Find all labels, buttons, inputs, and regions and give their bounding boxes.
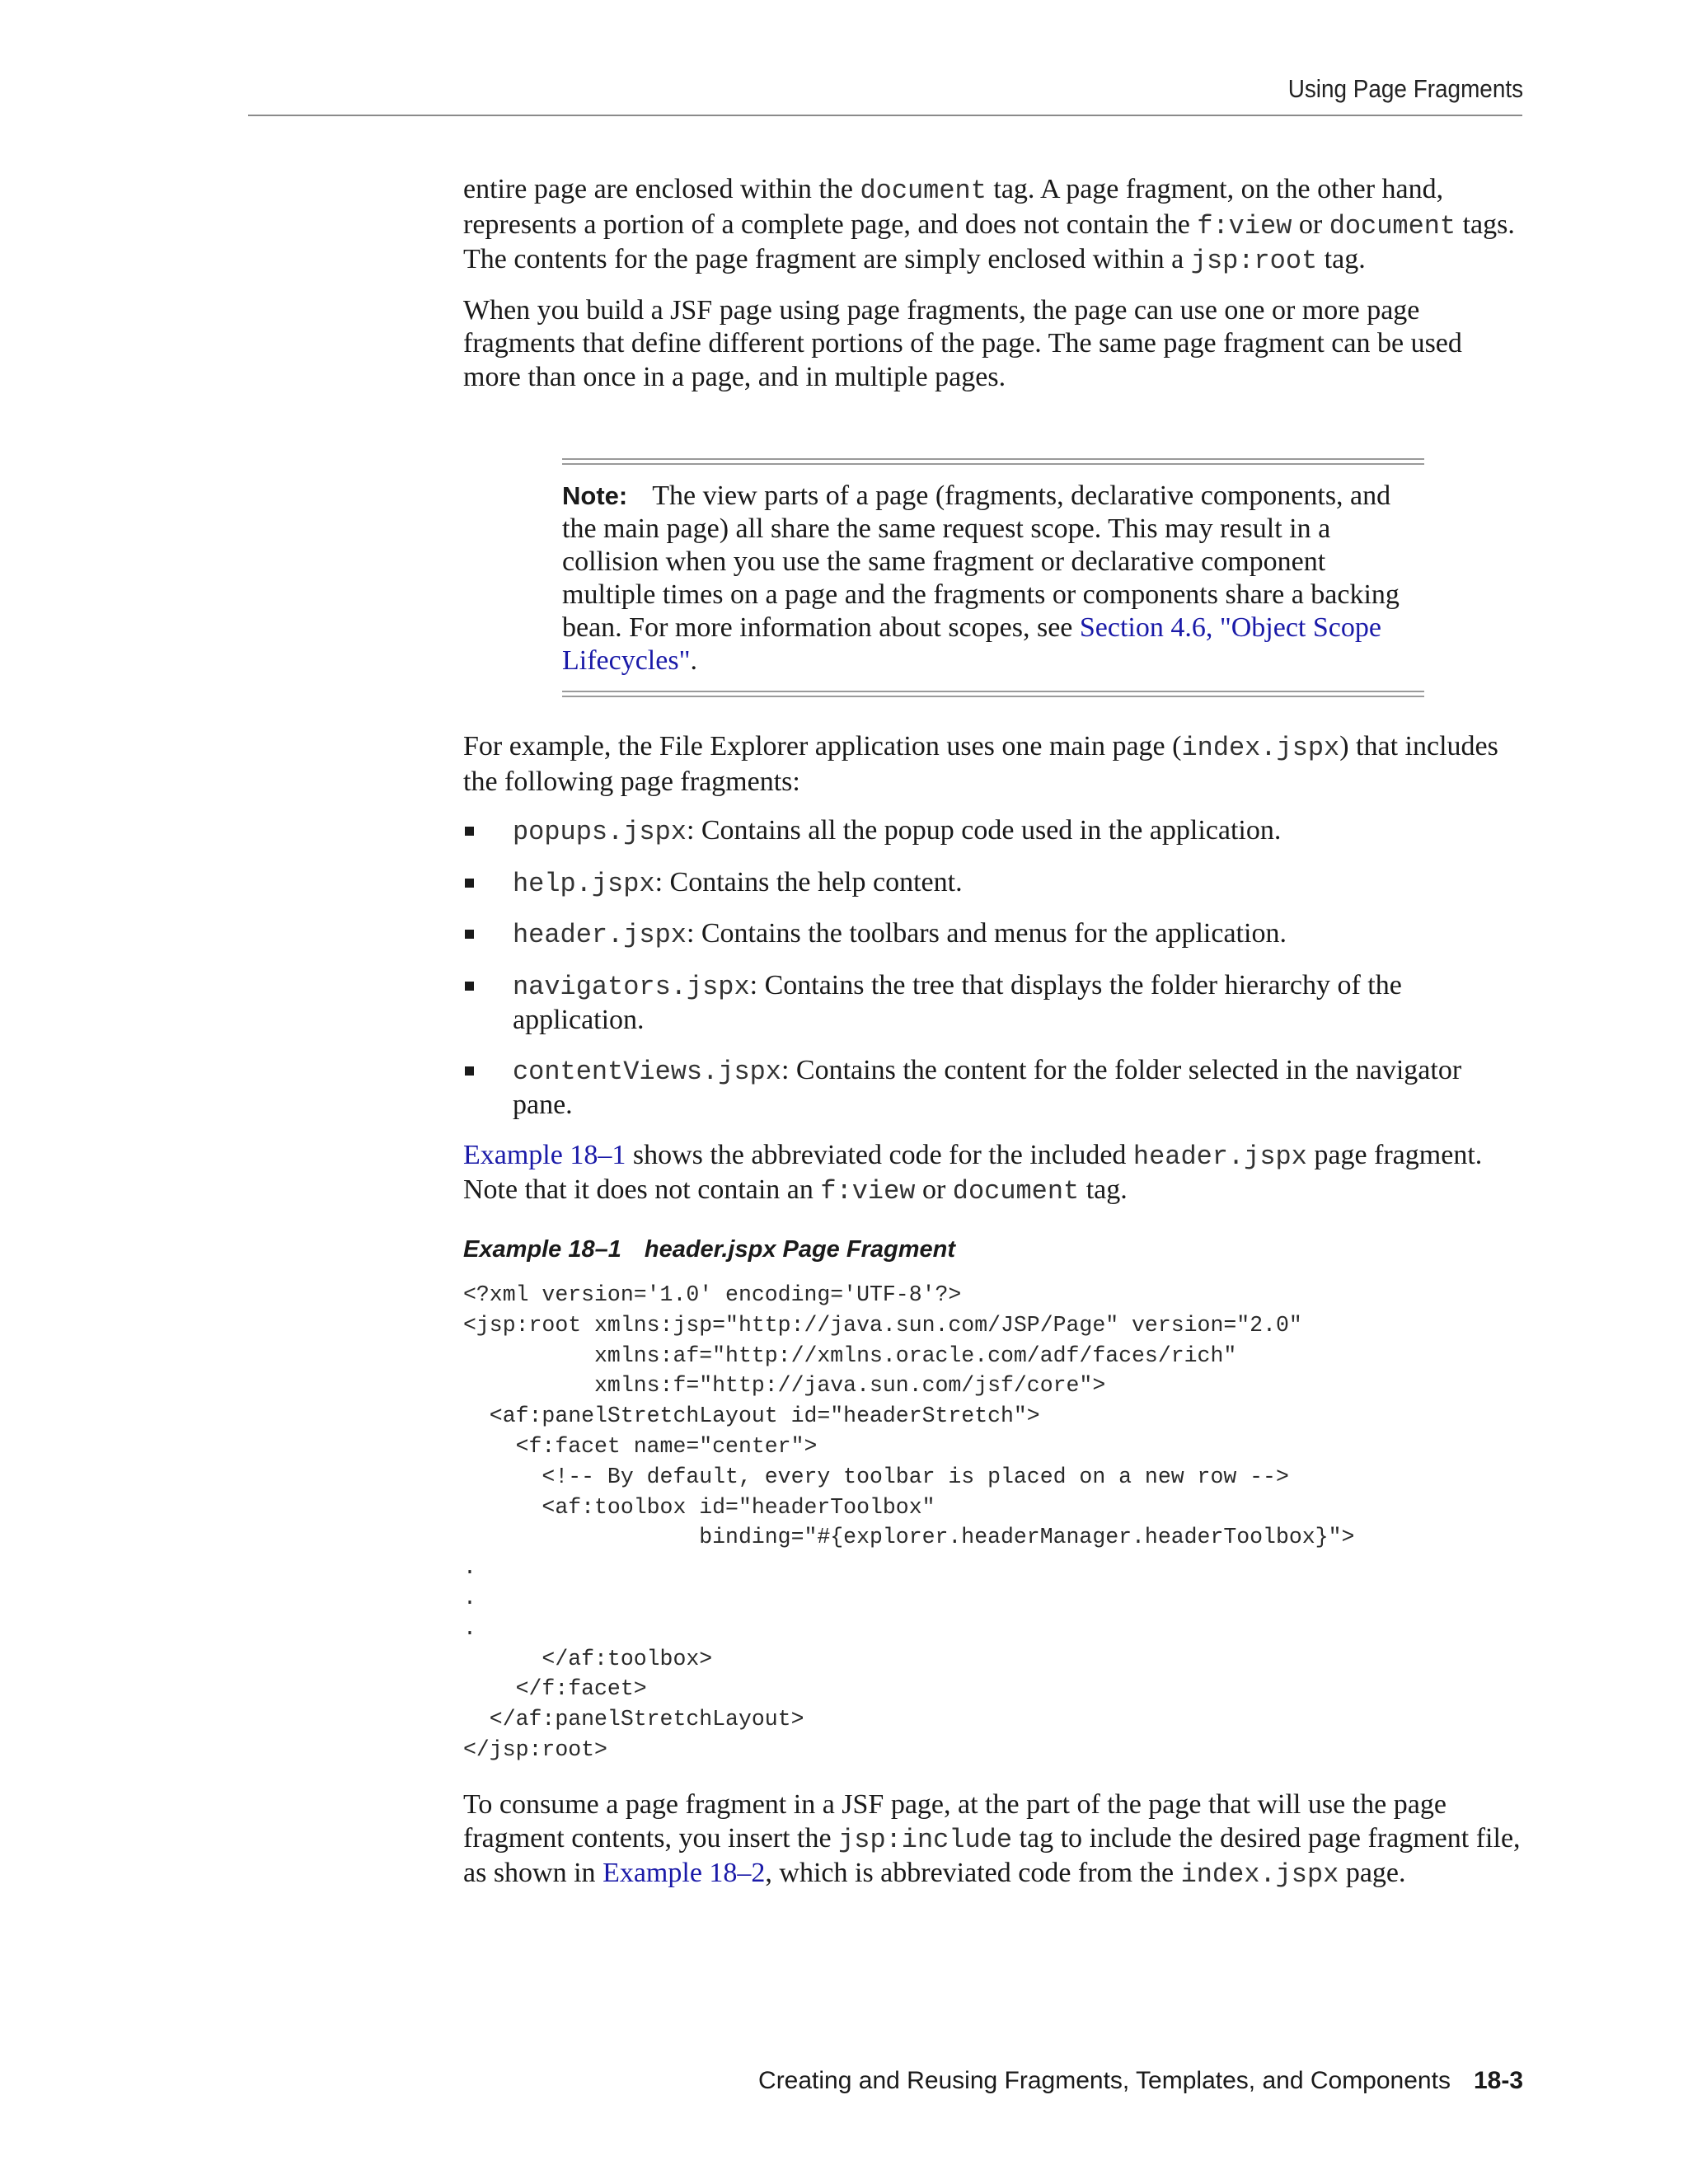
page-number: 18-3 — [1473, 2067, 1523, 2094]
text-run: To consume a page fragment in a JSF page, at the part of the page that will use the page fragment contents, you insert the — [463, 1789, 1447, 1854]
code-index-jspx: index.jspx — [1180, 1859, 1339, 1890]
note-label: Note: — [562, 481, 628, 510]
paragraph-3 — [463, 730, 1523, 799]
note-box — [562, 458, 1424, 697]
paragraph-1 — [463, 173, 1523, 279]
fragment-list — [463, 814, 1523, 1122]
list-item-text: : Contains the help content. — [654, 866, 963, 898]
code-jsproot: jsp:root — [1190, 246, 1318, 276]
text-run: page. — [1339, 1858, 1406, 1888]
list-item-code: header.jspx — [513, 920, 687, 950]
list-item-code: help.jspx — [513, 868, 655, 899]
text-run: or — [1292, 209, 1329, 240]
bullet-icon — [465, 1066, 474, 1076]
code-jsp-include: jsp:include — [838, 1824, 1013, 1855]
list-item-text: : Contains the toolbars and menus for the application. — [686, 918, 1287, 949]
text-run: tag to include the desired page fragment file, as shown in — [463, 1822, 1521, 1888]
code-document: document — [952, 1176, 1080, 1207]
text-run: . — [690, 645, 697, 676]
running-header: Using Page Fragments — [1287, 74, 1523, 103]
example-number: Example 18–1 — [463, 1236, 621, 1263]
note-body — [562, 465, 1424, 691]
paragraph-5 — [463, 1788, 1523, 1892]
paragraph-4 — [463, 1139, 1523, 1209]
code-document: document — [1329, 210, 1456, 241]
list-item — [463, 814, 1523, 850]
list-item-text: : Contains the tree that displays the folder hierarchy of the application. — [513, 969, 1402, 1035]
note-text: The view parts of a page (fragments, declarative components, and the main page) all share the same request scope. This may result in a collision when you use the same fragment or declarative component multiple times on a page and the fragments or components share a backing bean. For more information about scopes, see — [562, 480, 1400, 643]
code-fview: f:view — [820, 1176, 916, 1207]
list-item-code: popups.jspx — [513, 817, 687, 847]
bullet-icon — [465, 879, 474, 888]
bullet-icon — [465, 930, 474, 939]
footer-title: Creating and Reusing Fragments, Templates, and Components — [758, 2067, 1451, 2094]
fragments-section — [463, 730, 1523, 1225]
text-run: shows the abbreviated code for the included — [626, 1139, 1133, 1170]
example-caption — [463, 1236, 955, 1263]
intro-section — [463, 173, 1523, 410]
code-index-jspx: index.jspx — [1181, 733, 1340, 763]
bullet-icon — [465, 982, 474, 991]
list-item — [463, 866, 1523, 902]
list-item-code: contentViews.jspx — [513, 1056, 781, 1087]
text-run: tags. The contents for the page fragment are simply enclosed within a — [463, 209, 1515, 274]
code-listing: <?xml version='1.0' encoding='UTF-8'?> <jsp:root xmlns:jsp="http://java.sun.com/JSP/Page" version="2.0" xmlns:af="http://xmlns.oracle.com/adf/faces/rich" xmlns:f="http://java.sun.com/jsf/core"> <af:panelStretchLayout id="headerStretch"> <f:facet name="center"> <!-- By default, every toolbar is placed on a new row --> <af:toolbox id="headerToolbox" binding="#{explorer.headerManager.headerToolbox}"> . . . </af:toolbox> </f:facet> </af:panelStretchLayout> </jsp:root> — [463, 1282, 1355, 1762]
example-18-1-link[interactable]: Example 18–1 — [463, 1139, 626, 1170]
section-4-6-link[interactable]: Section 4.6, "Object Scope Lifecycles" — [562, 612, 1381, 676]
list-item — [463, 917, 1523, 953]
text-run: page fragment. Note that it does not contain an — [463, 1139, 1483, 1205]
note-top-rule — [562, 458, 1424, 465]
example-18-2-link[interactable]: Example 18–2 — [603, 1858, 766, 1888]
list-item-code: navigators.jspx — [513, 971, 750, 1002]
consume-section — [463, 1788, 1523, 1908]
text-run: tag. — [1079, 1174, 1128, 1205]
text-run: ) that includes the following page fragments: — [463, 731, 1498, 797]
header-rule — [248, 115, 1522, 116]
code-header-jspx: header.jspx — [1132, 1141, 1307, 1172]
text-run: , which is abbreviated code from the — [765, 1858, 1181, 1888]
text-run: tag. A page fragment, on the other hand, represents a portion of a complete page, and does not contain the — [463, 174, 1444, 240]
code-document: document — [860, 176, 987, 206]
text-run: entire page are enclosed within the — [463, 174, 860, 204]
note-bottom-rule — [562, 691, 1424, 697]
text-run: or — [915, 1174, 953, 1205]
list-item — [463, 1054, 1523, 1122]
running-footer — [758, 2067, 1523, 2095]
bullet-icon — [465, 827, 474, 836]
list-item — [463, 969, 1523, 1038]
text-run: For example, the File Explorer application uses one main page ( — [463, 731, 1182, 762]
list-item-text: : Contains the content for the folder selected in the navigator pane. — [513, 1054, 1462, 1120]
code-fview: f:view — [1197, 210, 1292, 241]
paragraph-2: When you build a JSF page using page fragments, the page can use one or more page fragments that define different portions of the page. The same page fragment can be used more than once in a page, and in multiple pages. — [463, 294, 1462, 392]
list-item-text: : Contains all the popup code used in the application. — [686, 815, 1282, 846]
example-title: header.jspx Page Fragment — [644, 1236, 956, 1263]
text-run: tag. — [1317, 244, 1366, 274]
